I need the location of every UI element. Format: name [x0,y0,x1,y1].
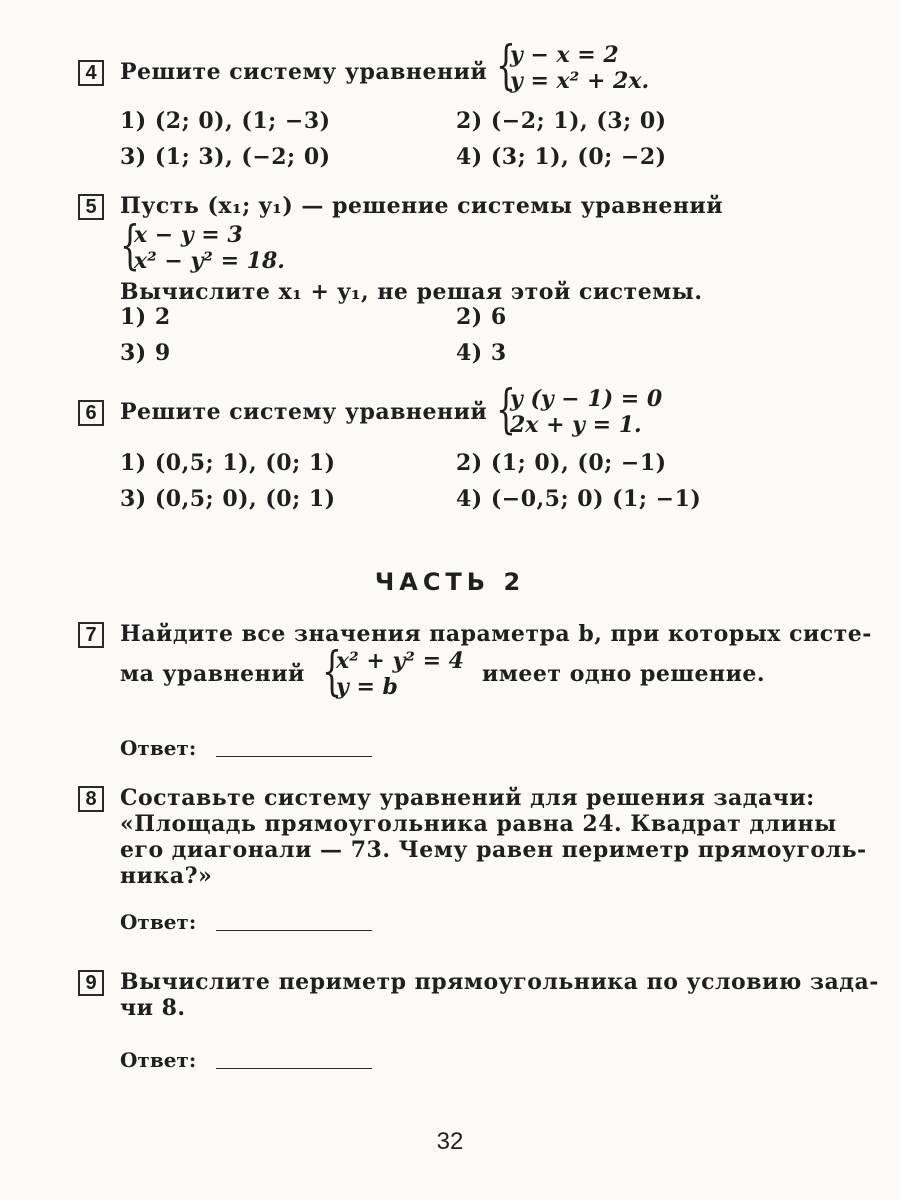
task-number: 4 [78,60,104,86]
equation-line: x² + y² = 4 [336,648,464,674]
equation-line: y (y − 1) = 0 [510,386,663,412]
task-text-line: ма уравнений [120,661,305,687]
answer-option: 4) 3 [456,340,507,366]
section-heading: ЧАСТЬ 2 [374,568,526,596]
answer-option: 2) (1; 0), (0; −1) [456,450,667,476]
answer-option: 1) 2 [120,304,171,330]
answer-blank[interactable] [216,756,372,757]
brace-icon: { [120,216,140,276]
answer-option: 2) (−2; 1), (3; 0) [456,108,667,134]
task-intro: Пусть (x₁; y₁) — решение системы уравнений [120,193,724,219]
equation-line: x² − y² = 18. [134,248,285,274]
equation-line: 2x + y = 1. [510,412,642,438]
answer-option: 2) 6 [456,304,507,330]
task-text-line: его диагонали — 73. Чему равен периметр прямоуголь- [120,837,867,863]
equation-line: x − y = 3 [134,222,243,248]
task-prompt: Решите систему уравнений [120,59,488,85]
answer-label: Ответ: [120,736,197,760]
answer-blank[interactable] [216,930,372,931]
task-text-line: Найдите все значения параметра b, при которых систе- [120,621,872,647]
task-text-line: чи 8. [120,995,186,1021]
answer-option: 3) (0,5; 0), (0; 1) [120,486,336,512]
answer-option: 1) (2; 0), (1; −3) [120,108,331,134]
answer-label: Ответ: [120,1048,197,1072]
equation-system [120,216,285,276]
brace-icon: { [496,380,516,440]
answer-option: 3) (1; 3), (−2; 0) [120,144,331,170]
brace-icon: { [322,642,342,702]
task-number: 7 [78,622,104,648]
equation-line: y = x² + 2x. [510,68,650,94]
answer-label: Ответ: [120,910,197,934]
answer-option: 4) (−0,5; 0) (1; −1) [456,486,702,512]
task-number: 5 [78,194,104,220]
equation-system [496,380,663,440]
equation-line: y = b [336,674,398,700]
answer-option: 4) (3; 1), (0; −2) [456,144,667,170]
task-prompt: Решите систему уравнений [120,399,488,425]
page-number: 32 [436,1128,464,1155]
task-text-line: Вычислите периметр прямоугольника по условию зада- [120,969,879,995]
task-number: 6 [78,400,104,426]
task-text-line: имеет одно решение. [482,661,766,687]
answer-option: 1) (0,5; 1), (0; 1) [120,450,336,476]
answer-option: 3) 9 [120,340,171,366]
task-number: 9 [78,970,104,996]
equation-system [496,36,650,96]
brace-icon: { [496,36,516,96]
task-text-line: Составьте систему уравнений для решения задачи: [120,785,815,811]
equation-line: y − x = 2 [510,42,619,68]
task-text-line: «Площадь прямоугольника равна 24. Квадрат длины [120,811,837,837]
task-text-line: ника?» [120,863,213,889]
task-number: 8 [78,786,104,812]
answer-blank[interactable] [216,1068,372,1069]
task-question: Вычислите x₁ + y₁, не решая этой системы. [120,279,703,305]
equation-system [322,642,464,702]
